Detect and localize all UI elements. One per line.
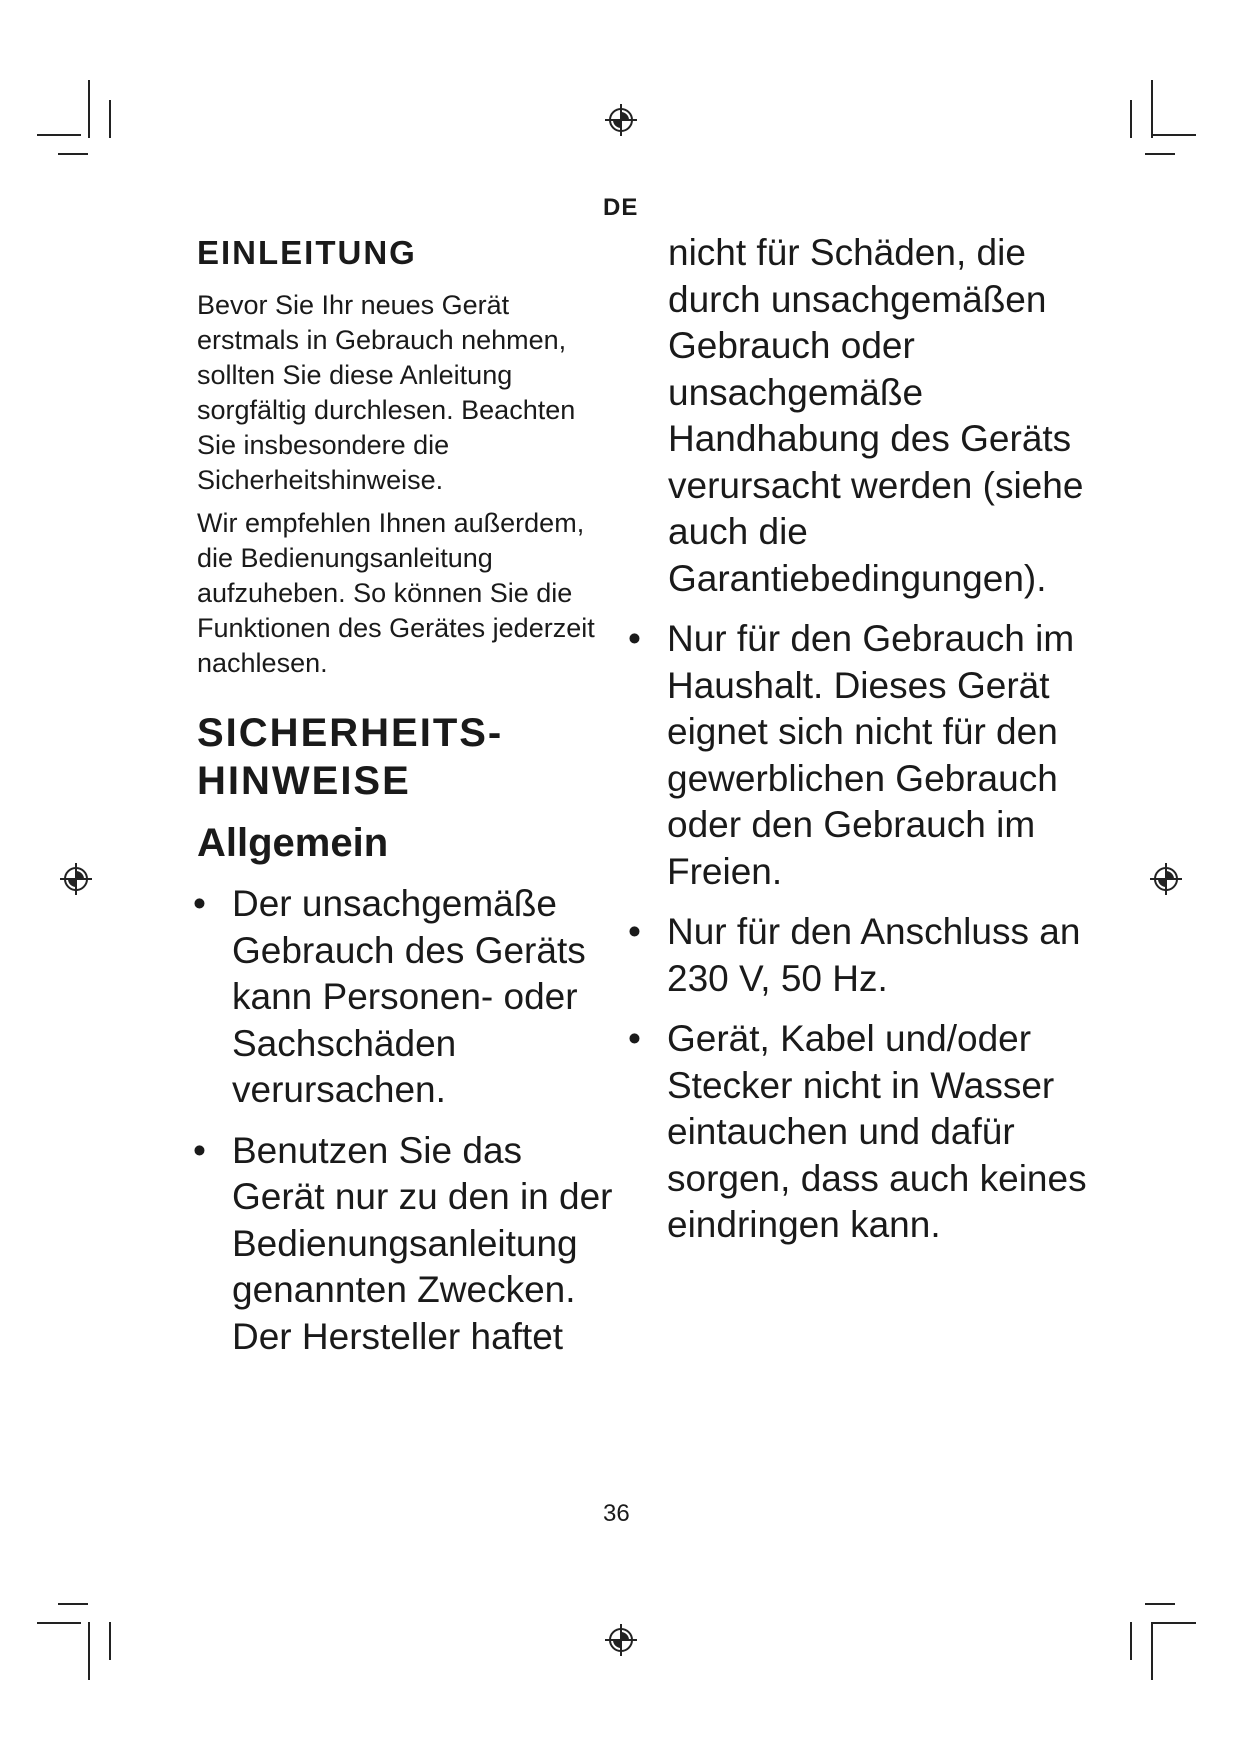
crop-mark bbox=[1151, 1622, 1153, 1680]
crop-mark bbox=[1151, 80, 1153, 138]
right-column bbox=[628, 230, 1088, 1263]
registration-mark-icon bbox=[1149, 862, 1183, 896]
crop-mark bbox=[1130, 100, 1132, 138]
safety-heading: SICHERHEITS-HINWEISE bbox=[197, 711, 504, 803]
bullet-icon: • bbox=[193, 883, 206, 924]
bullet-icon: • bbox=[193, 1129, 206, 1171]
list-item-text: Benutzen Sie das Gerät nur zu den in der Bedienungsanleitung genannten Zwecken. Der Hersteller haftet bbox=[232, 1129, 613, 1357]
list-item bbox=[628, 909, 1088, 1002]
bullet-icon: • bbox=[628, 618, 641, 659]
crop-mark bbox=[1130, 1622, 1132, 1660]
crop-mark bbox=[37, 134, 81, 136]
list-item bbox=[628, 1016, 1088, 1249]
registration-mark-icon bbox=[604, 103, 638, 137]
continued-text: nicht für Schäden, die durch unsachgemäßen Gebrauch oder unsachgemäße Handhabung des Geräts verursacht werden (siehe auch die Garantiebedingungen). bbox=[668, 232, 1084, 599]
left-column bbox=[193, 232, 617, 1374]
list-item bbox=[628, 616, 1088, 895]
bullet-icon: • bbox=[628, 911, 641, 952]
crop-mark bbox=[58, 1603, 88, 1605]
list-item-text: Nur für den Anschluss an 230 V, 50 Hz. bbox=[667, 911, 1081, 999]
list-item-text: Nur für den Gebrauch im Haushalt. Dieses Gerät eignet sich nicht für den gewerblichen Gebrauch oder den Gebrauch im Freien. bbox=[667, 618, 1075, 892]
crop-mark bbox=[1145, 153, 1175, 155]
crop-mark bbox=[1152, 1622, 1196, 1624]
crop-mark bbox=[109, 1622, 111, 1660]
intro-paragraph: Bevor Sie Ihr neues Gerät erstmals in Gebrauch nehmen, sollten Sie diese Anleitung sorgfältig durchlesen. Beachten Sie insbesondere die Sicherheitshinweise. bbox=[197, 290, 576, 495]
bullet-icon: • bbox=[628, 1018, 641, 1059]
crop-mark bbox=[88, 1622, 90, 1680]
registration-mark-icon bbox=[59, 862, 93, 896]
crop-mark bbox=[37, 1622, 81, 1624]
list-item-text: Der unsachgemäße Gebrauch des Geräts kann Personen- oder Sachschäden verursachen. bbox=[232, 883, 586, 1110]
intro-paragraph: Wir empfehlen Ihnen außerdem, die Bedienungsanleitung aufzuheben. So können Sie die Funktionen des Gerätes jederzeit nachlesen. bbox=[197, 508, 595, 678]
registration-mark-icon bbox=[604, 1623, 638, 1657]
crop-mark bbox=[1152, 134, 1196, 136]
general-subheading: Allgemein bbox=[197, 821, 389, 865]
language-code: DE bbox=[603, 194, 639, 221]
list-item bbox=[193, 1128, 617, 1361]
crop-mark bbox=[1145, 1603, 1175, 1605]
page-number: 36 bbox=[603, 1500, 630, 1527]
intro-heading: EINLEITUNG bbox=[197, 234, 417, 271]
list-item bbox=[193, 881, 617, 1114]
crop-mark bbox=[109, 100, 111, 138]
crop-mark bbox=[58, 153, 88, 155]
list-item-text: Gerät, Kabel und/oder Stecker nicht in Wasser eintauchen und dafür sorgen, dass auch keines eindringen kann. bbox=[667, 1018, 1087, 1245]
crop-mark bbox=[88, 80, 90, 138]
